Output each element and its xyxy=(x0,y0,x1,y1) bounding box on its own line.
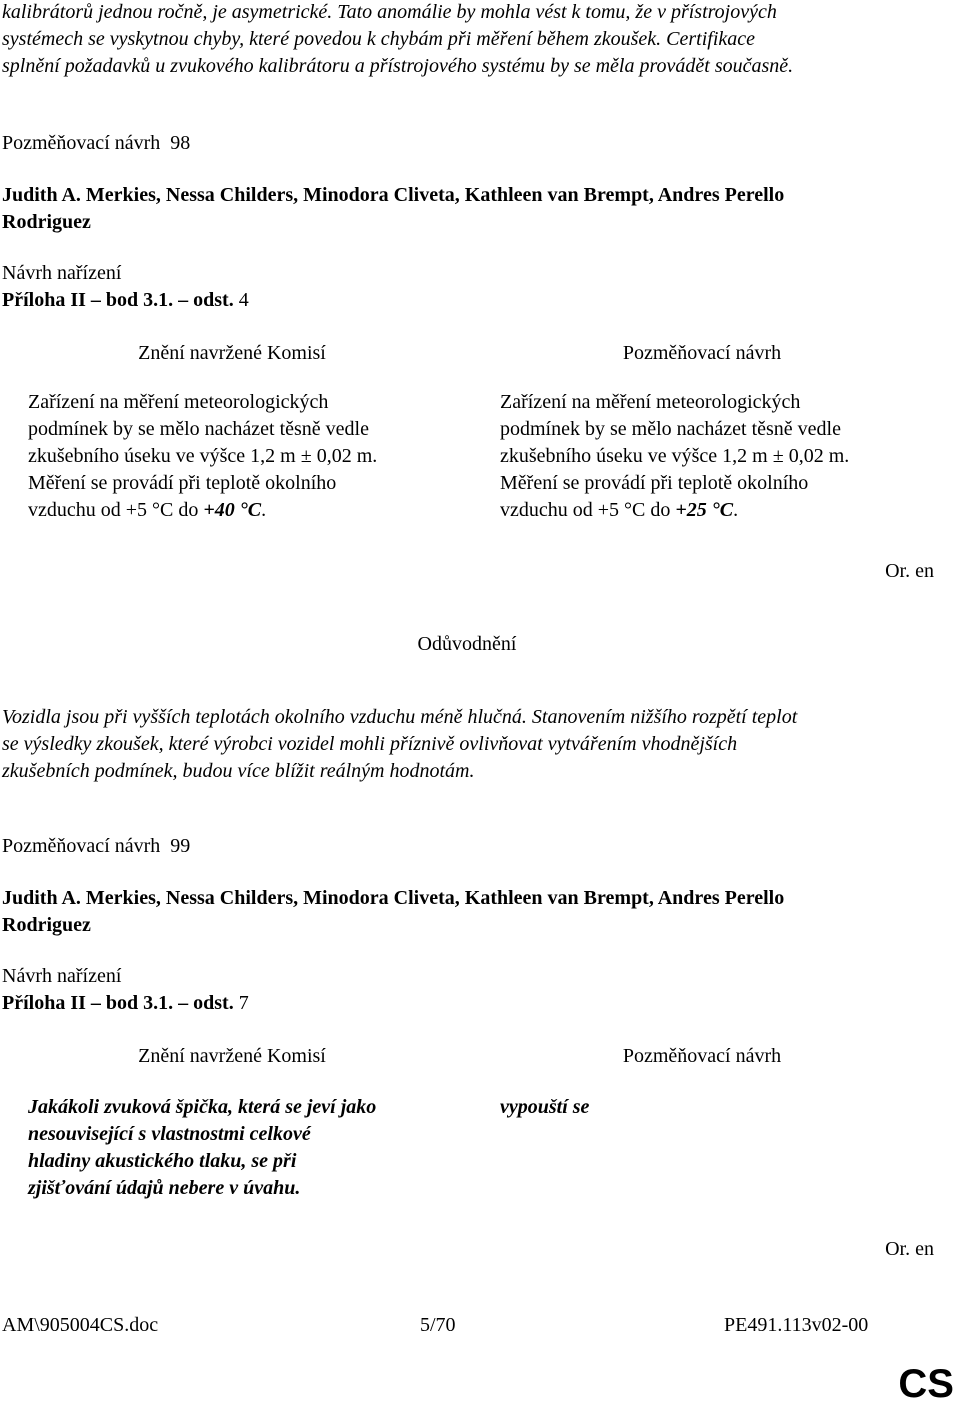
amendment-text: vypouští se xyxy=(500,1096,590,1118)
amendment-98-title xyxy=(2,130,190,157)
intro-line: splnění požadavků u zvukového kalibrátoru a přístrojového systému by se měla provádět současně. xyxy=(2,55,794,77)
commission-text xyxy=(28,389,458,524)
proposal-label: Návrh nařízení xyxy=(2,965,122,987)
justification-line: Vozidla jsou při vyšších teplotách okolního vzduchu méně hlučná. Stanovením nižšího rozpětí teplot xyxy=(2,706,798,728)
column-head-commission: Znění navržené Komisí xyxy=(138,342,326,364)
authors-line: Rodriguez xyxy=(2,211,91,233)
reference-line xyxy=(2,990,249,1017)
changed-value: +40 °C xyxy=(203,499,262,521)
justification-line: zkušebních podmínek, budou více blížit reálným hodnotám. xyxy=(2,760,475,782)
column-head-commission: Znění navržené Komisí xyxy=(138,1045,326,1067)
text-line: Zařízení na měření meteorologických xyxy=(500,391,801,413)
column-head-amendment: Pozměňovací návrh xyxy=(622,342,782,364)
original-language: Or. en xyxy=(885,560,934,582)
text-line: zkušebního úseku ve výšce 1,2 m ± 0,02 m. xyxy=(500,445,850,467)
text-line: podmínek by se mělo nacházet těsně vedle xyxy=(28,418,369,440)
amendment-98-authors xyxy=(2,182,957,236)
text-line: zkušebního úseku ve výšce 1,2 m ± 0,02 m. xyxy=(28,445,378,467)
amendment-99-title xyxy=(2,833,190,860)
text-line: zjišťování údajů nebere v úvahu. xyxy=(28,1177,301,1199)
text-line: podmínek by se mělo nacházet těsně vedle xyxy=(500,418,841,440)
text-line xyxy=(500,497,940,524)
footer-pe-ref: PE491.113v02-00 xyxy=(724,1314,869,1336)
text-fragment: vzduchu od +5 °C do xyxy=(28,499,204,521)
intro-line: systémech se vyskytnou chyby, které povedou k chybám při měření během zkoušek. Certifikace xyxy=(2,28,756,50)
text-fragment: vzduchu od +5 °C do xyxy=(500,499,676,521)
amendment-title-label: Pozměňovací návrh xyxy=(2,132,161,154)
original-language: Or. en xyxy=(885,1238,934,1260)
reference-number: 4 xyxy=(238,289,249,311)
text-line: hladiny akustického tlaku, se při xyxy=(28,1150,297,1172)
amendment-text xyxy=(500,389,940,524)
amendment-number: 99 xyxy=(170,835,191,857)
text-line: nesouvisející s vlastnostmi celkové xyxy=(28,1123,311,1145)
authors-line: Rodriguez xyxy=(2,914,91,936)
justification-line: se výsledky zkoušek, které výrobci vozidel mohli příznivě ovlivňovat vytvářením vhodnějších xyxy=(2,733,738,755)
intro-line: kalibrátorů jednou ročně, je asymetrické. Tato anomálie by mohla vést k tomu, že v přístrojových xyxy=(2,1,777,23)
text-line: Měření se provádí při teplotě okolního xyxy=(500,472,809,494)
reference-text: Příloha II – bod 3.1. – odst. xyxy=(2,289,234,311)
amendment-99-authors xyxy=(2,885,957,939)
amendment-title-label: Pozměňovací návrh xyxy=(2,835,161,857)
changed-value: +25 °C xyxy=(675,499,734,521)
footer-doc-ref: AM\905004CS.doc xyxy=(2,1314,159,1336)
text-fragment: . xyxy=(733,499,739,521)
reference-number: 7 xyxy=(238,992,249,1014)
text-line xyxy=(28,497,458,524)
text-line: Měření se provádí při teplotě okolního xyxy=(28,472,337,494)
footer-page-number: 5/70 xyxy=(420,1314,456,1336)
authors-line: Judith A. Merkies, Nessa Childers, Minodora Cliveta, Kathleen van Brempt, Andres Perello xyxy=(2,887,785,909)
justification-text xyxy=(2,704,952,785)
proposal-label: Návrh nařízení xyxy=(2,262,122,284)
language-mark: CS xyxy=(898,1362,954,1406)
text-line: Zařízení na měření meteorologických xyxy=(28,391,329,413)
commission-text xyxy=(28,1094,458,1202)
reference-text: Příloha II – bod 3.1. – odst. xyxy=(2,992,234,1014)
amendment-number: 98 xyxy=(170,132,191,154)
reference-line xyxy=(2,287,249,314)
intro-paragraph xyxy=(2,0,952,80)
justification-heading: Odůvodnění xyxy=(417,633,517,655)
column-head-amendment: Pozměňovací návrh xyxy=(622,1045,782,1067)
authors-line: Judith A. Merkies, Nessa Childers, Minodora Cliveta, Kathleen van Brempt, Andres Perello xyxy=(2,184,785,206)
text-line: Jakákoli zvuková špička, která se jeví jako xyxy=(28,1096,377,1118)
text-fragment: . xyxy=(261,499,267,521)
